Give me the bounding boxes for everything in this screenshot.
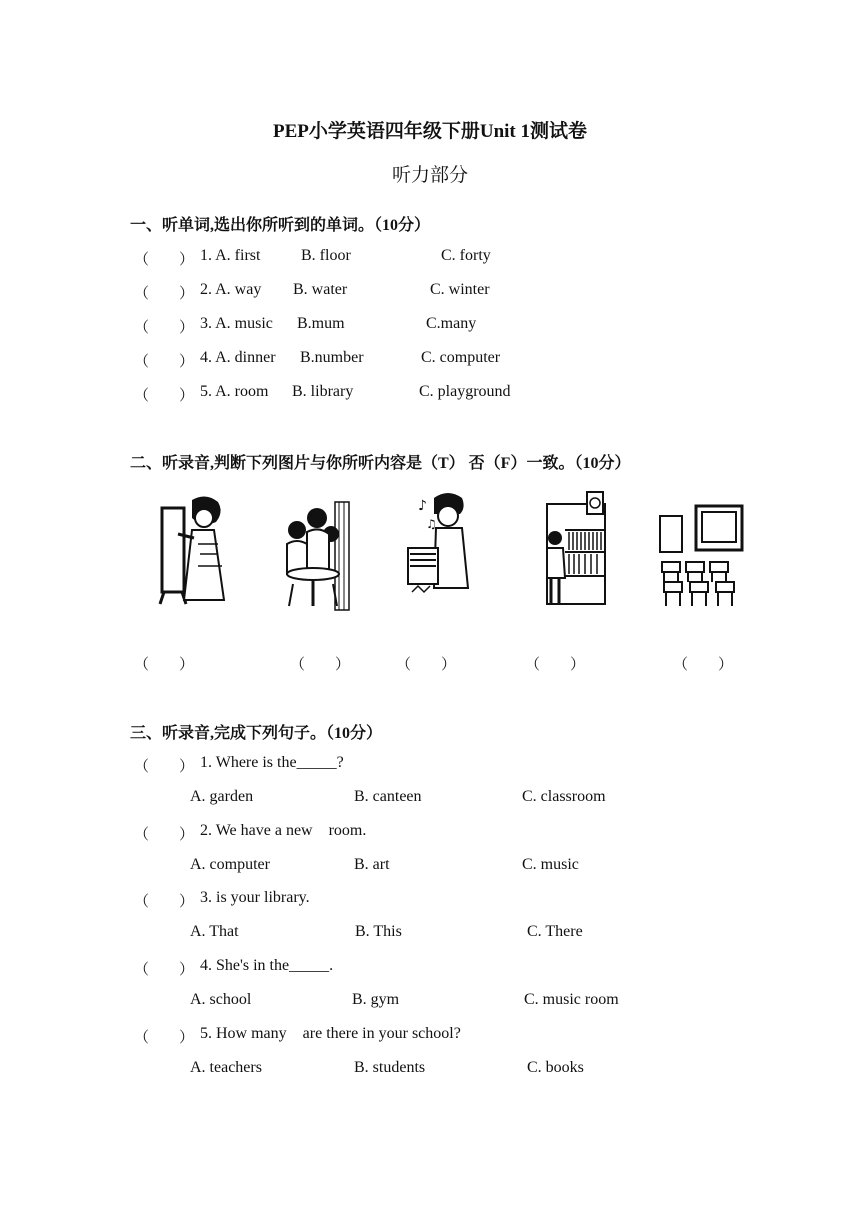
question-option-a: A. garden	[190, 788, 254, 805]
question-option-b: B.mum	[297, 315, 345, 332]
answer-bracket[interactable]: （ ）	[134, 354, 195, 370]
question-option-c: C. forty	[441, 247, 491, 264]
question-option-a: A. teachers	[190, 1059, 262, 1076]
answer-bracket[interactable]: （ ）	[134, 962, 195, 978]
question-option-a: 3. A. music	[200, 315, 273, 332]
piano-player-picture	[406, 488, 470, 602]
question-option-b: B. library	[292, 383, 354, 400]
question-text: 4. She's in the_____.	[200, 957, 334, 974]
answer-bracket[interactable]: （ ）	[134, 320, 195, 336]
question-option-b: B. This	[355, 923, 402, 940]
painting-teacher-picture	[158, 494, 228, 606]
svg-text:♪: ♪	[418, 498, 427, 514]
question-option-c: C. playground	[419, 383, 511, 400]
question-option-a: 4. A. dinner	[200, 349, 276, 366]
question-option-b: B.number	[300, 349, 364, 366]
question-option-b: B. canteen	[354, 788, 422, 805]
picture-answer-bracket[interactable]: （ ）	[525, 657, 586, 673]
question-option-b: B. art	[354, 856, 390, 873]
answer-bracket[interactable]: （ ）	[134, 252, 195, 268]
picture-answer-bracket[interactable]: （ ）	[290, 657, 351, 673]
question-text: 5. How many are there in your school?	[200, 1025, 461, 1042]
question-option-b: B. floor	[301, 247, 351, 264]
question-option-a: A. That	[190, 923, 239, 940]
question-option-c: C.many	[426, 315, 477, 332]
page-title: PEP小学英语四年级下册Unit 1测试卷	[272, 121, 588, 142]
computer-room-picture	[658, 502, 746, 612]
question-option-c: C. books	[527, 1059, 584, 1076]
question-option-a: 2. A. way	[200, 281, 262, 298]
answer-bracket[interactable]: （ ）	[134, 827, 195, 843]
question-option-a: A. school	[190, 991, 252, 1008]
question-option-c: C. classroom	[522, 788, 606, 805]
question-option-c: C. computer	[421, 349, 501, 366]
question-text: 3. is your library.	[200, 889, 310, 906]
answer-bracket[interactable]: （ ）	[134, 388, 195, 404]
question-text: 1. Where is the_____?	[200, 754, 344, 771]
section-3-heading: 三、听录音,完成下列句子。（10分）	[130, 725, 383, 742]
svg-text:♫: ♫	[426, 517, 437, 531]
question-option-a: A. computer	[190, 856, 270, 873]
question-option-c: C. There	[527, 923, 583, 940]
question-option-a: 1. A. first	[200, 247, 261, 264]
picture-answer-bracket[interactable]: （ ）	[673, 657, 734, 673]
library-boy-picture	[545, 490, 607, 608]
answer-bracket[interactable]: （ ）	[134, 286, 195, 302]
section-1-heading: 一、听单词,选出你所听到的单词。（10分）	[130, 217, 431, 234]
answer-bracket[interactable]: （ ）	[134, 759, 195, 775]
question-option-b: B. gym	[352, 991, 400, 1008]
picture-answer-bracket[interactable]: （ ）	[396, 657, 457, 673]
question-option-c: C. music room	[524, 991, 619, 1008]
students-at-table-picture	[283, 500, 351, 612]
question-option-a: 5. A. room	[200, 383, 269, 400]
answer-bracket[interactable]: （ ）	[134, 1030, 195, 1046]
page-subtitle: 听力部分	[391, 165, 468, 186]
question-option-c: C. music	[522, 856, 579, 873]
picture-answer-bracket[interactable]: （ ）	[134, 657, 195, 673]
question-option-b: B. water	[293, 281, 348, 298]
question-option-c: C. winter	[430, 281, 490, 298]
section-2-heading: 二、听录音,判断下列图片与你所听内容是（T） 否（F）一致。（10分）	[130, 455, 631, 472]
answer-bracket[interactable]: （ ）	[134, 894, 195, 910]
question-option-b: B. students	[354, 1059, 426, 1076]
question-text: 2. We have a new room.	[200, 822, 367, 839]
